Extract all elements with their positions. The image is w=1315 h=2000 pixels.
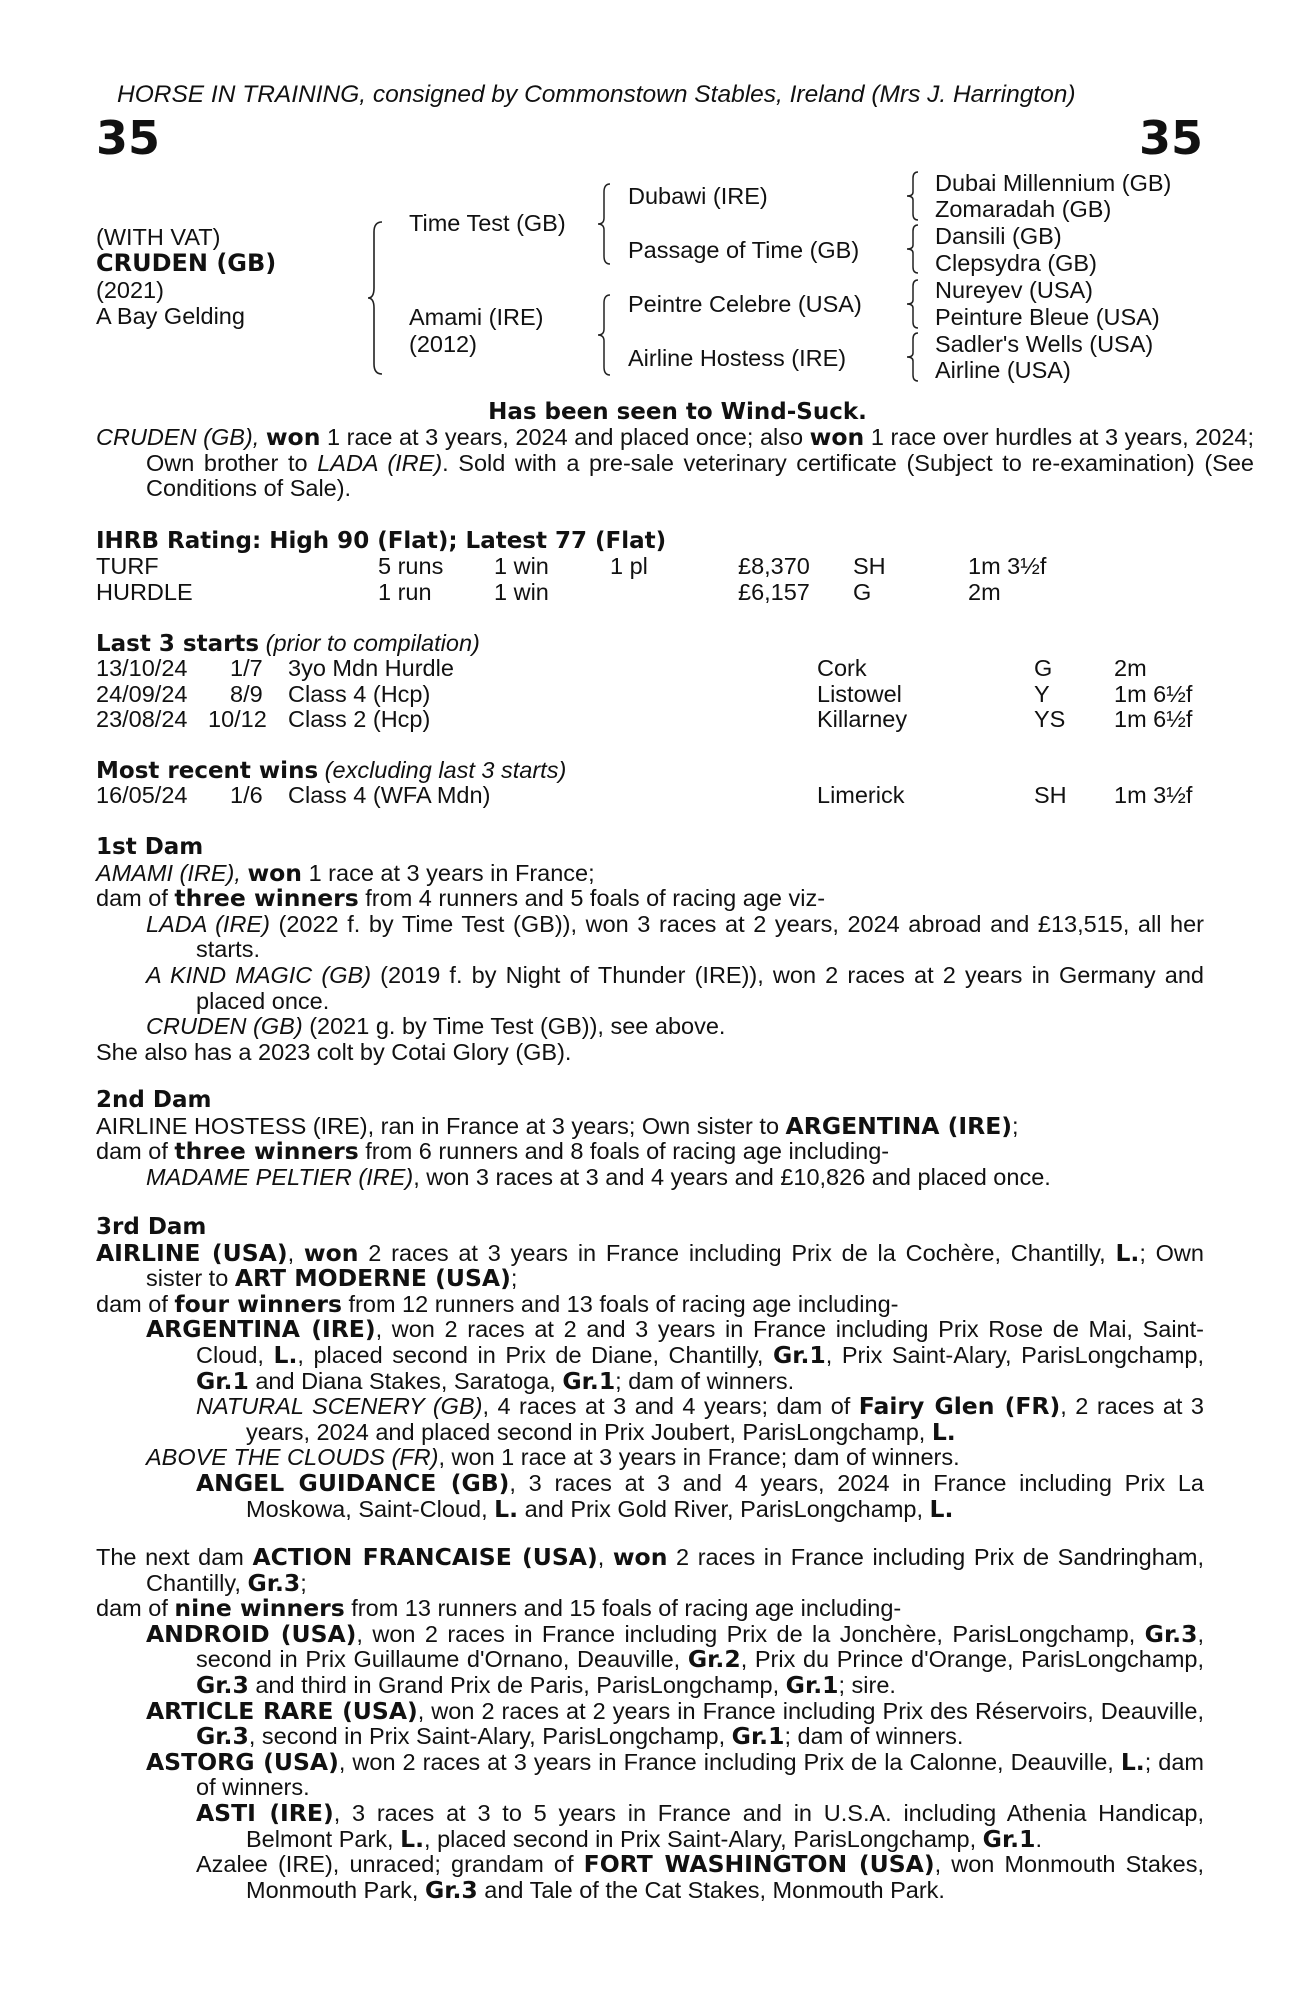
race-row: 24/09/24 8/9 Class 4 (Hcp) Listowel Y 1m 6½f — [96, 680, 1193, 707]
race-row: 23/08/24 10/12 Class 2 (Hcp) Killarney YS 1m 6½f — [96, 706, 1193, 733]
section-heading: 3rd Dam — [96, 1214, 207, 1240]
dds: Sadler's Wells (USA) — [935, 331, 1154, 357]
ddd: Airline (USA) — [935, 357, 1071, 383]
ihrb-rating-title: IHRB Rating: High 90 (Flat); Latest 77 (Flat) — [96, 528, 667, 554]
progeny-entry: NATURAL SCENERY (GB), 4 races at 3 and 4 years; dam of Fairy Glen (FR), 2 races at 3 years, 2024 and placed second in Prix Joubert, ParisLongchamp, L. — [196, 1392, 1204, 1446]
wind-suck-note: Has been seen to Wind-Suck. — [488, 399, 867, 425]
recent-wins-title: Most recent wins (excluding last 3 starts) — [96, 757, 567, 784]
horse-year: (2021) — [96, 277, 164, 303]
progeny-entry: LADA (IRE) (2022 f. by Time Test (GB)), won 3 races at 2 years, 2024 abroad and £13,515, all her starts. — [146, 910, 1204, 963]
ssd: Zomaradah (GB) — [935, 196, 1112, 222]
sire-dam: Passage of Time (GB) — [628, 237, 860, 263]
progeny-entry: ARTICLE RARE (USA), won 2 races at 2 years in France including Prix des Réservoirs, Deauville, Gr.3, second in Prix Saint-Alary, ParisLongchamp, Gr.1; dam of winners. — [146, 1696, 1204, 1751]
progeny-entry: ANDROID (USA), won 2 races in France including Prix de la Jonchère, ParisLongchamp, Gr.3, second in Prix Guillaume d'Ornano, Deauville, Gr.2, Prix du Prince d'Orange, ParisLongchamp, Gr.3 and third in Grand Prix de Paris, ParisLongchamp, Gr.1; sire. — [146, 1619, 1205, 1699]
pedigree-brace-ds — [906, 278, 920, 330]
summary-paragraph: CRUDEN (GB), won 1 race at 3 years, 2024 and placed once; also won 1 race over hurdles at 3 years, 2024; Own brother to LADA (IRE). Sold with a pre-sale veterinary certificate (Subject to re-examination) (See Conditions of Sale). — [96, 423, 1254, 502]
horse-name: CRUDEN (GB) — [96, 249, 277, 277]
progeny-entry: Azalee (IRE), unraced; grandam of FORT WASHINGTON (USA), won Monmouth Stakes, Monmouth Park, Gr.3 and Tale of the Cat Stakes, Monmouth Park. — [196, 1850, 1204, 1904]
progeny-entry: ASTI (IRE), 3 races at 3 to 5 years in France and in U.S.A. including Athenia Handicap, Belmont Park, L., placed second in Prix Saint-Alary, ParisLongchamp, Gr.1. — [196, 1798, 1204, 1853]
pedigree-brace-dam — [598, 293, 614, 377]
first-dam-section: 1st Dam AMAMI (IRE), won 1 race at 3 years in France; dam of three winners from 4 runners and 5 foals of racing age viz- LADA (IRE) (2022 f. by Time Test (GB)), won 3 races at 2 years, 2024 abroad and £13,515, all her starts. A KIND MAGIC (GB) (2019 f. by Night of Thunder (IRE)), won 2 races at 2 years in Germany and placed once. CRUDEN (GB) (2021 g. by Time Test (GB)), see above. She also has a 2023 colt by Cotai Glory (GB). — [96, 834, 1205, 1065]
progeny-entry: CRUDEN (GB) (2021 g. by Time Test (GB)), see above. — [146, 1013, 726, 1040]
last3-table — [96, 656, 1204, 733]
progeny-entry: ARGENTINA (IRE), won 2 races at 2 and 3 years in France including Prix Rose de Mai, Saint-Cloud, L., placed second in Prix de Diane, Chantilly, Gr.1, Prix Saint-Alary, ParisLongchamp, Gr.1 and Diana Stakes, Saratoga, Gr.1; dam of winners. — [146, 1315, 1204, 1395]
second-dam-section: 2nd Dam AIRLINE HOSTESS (IRE), ran in France at 3 years; Own sister to ARGENTINA (IRE); dam of three winners from 6 runners and 8 foals of racing age including- MADAME PELTIER (IRE), won 3 races at 3 and 4 years and £10,826 and placed once. — [96, 1088, 1204, 1190]
dam-sire: Peintre Celebre (USA) — [628, 291, 862, 317]
summary-sibling-link: LADA (IRE) — [317, 449, 443, 476]
progeny-entry: ASTORG (USA), won 2 races at 3 years in France including Prix de la Calonne, Deauville, L.; dam of winners. — [146, 1747, 1204, 1801]
race-row: 16/05/24 1/6 Class 4 (WFA Mdn) Limerick SH 1m 3½f — [96, 782, 1193, 808]
lot-number-left: 35 — [96, 111, 161, 165]
vat-label: (WITH VAT) — [96, 224, 221, 250]
summary-won: won — [265, 423, 321, 451]
last3-title: Last 3 starts (prior to compilation) — [96, 630, 480, 657]
horse-description: A Bay Gelding — [96, 303, 245, 329]
pedigree-brace-ss — [906, 170, 920, 222]
dam-year: (2012) — [409, 331, 477, 357]
section-heading: 2nd Dam — [96, 1087, 212, 1113]
sire-sire: Dubawi (IRE) — [628, 183, 768, 209]
pedigree-brace-sd — [906, 223, 920, 275]
next-dam-section: The next dam ACTION FRANCAISE (USA), won 2 races in France including Prix de Sandringham, Chantilly, Gr.3; dam of nine winners from 13 runners and 15 foals of racing age including- ANDROID (USA), won 2 races in France including Prix de la Jonchère, ParisLongchamp, Gr.3, second in Prix Guillaume d'Ornano, Deauville, Gr.2, Prix du Prince d'Orange, ParisLongchamp, Gr.3 and third in Grand Prix de Paris, ParisLongchamp, Gr.1; sire. ARTICLE RARE (USA), won 2 races at 2 years in France including Prix des Réservoirs, Deauville, Gr.3, second in Prix Saint-Alary, ParisLongchamp, Gr.1; dam of winners. ASTORG (USA), won 2 races at 3 years in France including Prix de la Calonne, Deauville, L.; dam of winners. ASTI (IRE), 3 races at 3 to 5 years in France and in U.S.A. including Athenia Handicap, Belmont Park, L., placed second in Prix Saint-Alary, ParisLongchamp, Gr.1. Azalee (IRE), unraced; grandam of FORT WASHINGTON (USA), won Monmouth Stakes, Monmouth Park, Gr.3 and Tale of the Cat Stakes, Monmouth Park. — [96, 1543, 1205, 1904]
consignor-line: HORSE IN TRAINING, consigned by Commonstown Stables, Ireland (Mrs J. Harrington) — [117, 81, 1076, 108]
race-row: 13/10/24 1/7 3yo Mdn Hurdle Cork G 2m — [96, 655, 1147, 681]
sds: Dansili (GB) — [935, 223, 1062, 249]
dss: Nureyev (USA) — [935, 277, 1094, 303]
rating-row: HURDLE 1 run 1 win £6,157 G 2m — [96, 578, 1001, 605]
recent-wins-table — [96, 783, 1204, 809]
rating-row: TURF 5 runs 1 win 1 pl £8,370 SH 1m 3½f — [96, 553, 1047, 579]
pedigree-brace-sire — [598, 182, 614, 266]
progeny-entry: ABOVE THE CLOUDS (FR), won 1 race at 3 years in France; dam of winners. — [146, 1444, 960, 1471]
pedigree-brace-dd — [906, 331, 920, 383]
summary-horse-name: CRUDEN (GB), — [96, 424, 260, 450]
sire-name: Time Test (GB) — [409, 210, 566, 236]
progeny-entry: MADAME PELTIER (IRE), won 3 races at 3 and 4 years and £10,826 and placed once. — [146, 1163, 1051, 1190]
sdd: Clepsydra (GB) — [935, 250, 1097, 276]
dam-dam: Airline Hostess (IRE) — [628, 345, 847, 371]
progeny-entry: A KIND MAGIC (GB) (2019 f. by Night of Thunder (IRE)), won 2 races at 2 years in Germany and placed once. — [146, 961, 1205, 1014]
rating-table — [96, 554, 1204, 605]
sss: Dubai Millennium (GB) — [935, 170, 1172, 196]
section-heading: 1st Dam — [96, 834, 204, 860]
progeny-entry: ANGEL GUIDANCE (GB), 3 races at 3 and 4 years, 2024 in France including Prix La Moskowa, Saint-Cloud, L. and Prix Gold River, ParisLongchamp, L. — [196, 1468, 1204, 1523]
third-dam-section: 3rd Dam AIRLINE (USA), won 2 races at 3 years in France including Prix de la Cochère, Chantilly, L.; Own sister to ART MODERNE (USA); dam of four winners from 12 runners and 13 foals of racing age including- ARGENTINA (IRE), won 2 races at 2 and 3 years in France including Prix Rose de Mai, Saint-Cloud, L., placed second in Prix de Diane, Chantilly, Gr.1, Prix Saint-Alary, ParisLongchamp, Gr.1 and Diana Stakes, Saratoga, Gr.1; dam of winners. NATURAL SCENERY (GB), 4 races at 3 and 4 years; dam of Fairy Glen (FR), 2 races at 3 years, 2024 and placed second in Prix Joubert, ParisLongchamp, L. ABOVE THE CLOUDS (FR), won 1 race at 3 years in France; dam of winners. ANGEL GUIDANCE (GB), 3 races at 3 and 4 years, 2024 in France including Prix La Moskowa, Saint-Cloud, L. and Prix Gold River, ParisLongchamp, L. — [96, 1214, 1204, 1523]
pedigree-brace-main — [368, 220, 388, 376]
lot-number-right: 35 — [1139, 111, 1204, 165]
dam-name: Amami (IRE) — [409, 304, 544, 330]
dsd: Peinture Bleue (USA) — [935, 304, 1160, 330]
